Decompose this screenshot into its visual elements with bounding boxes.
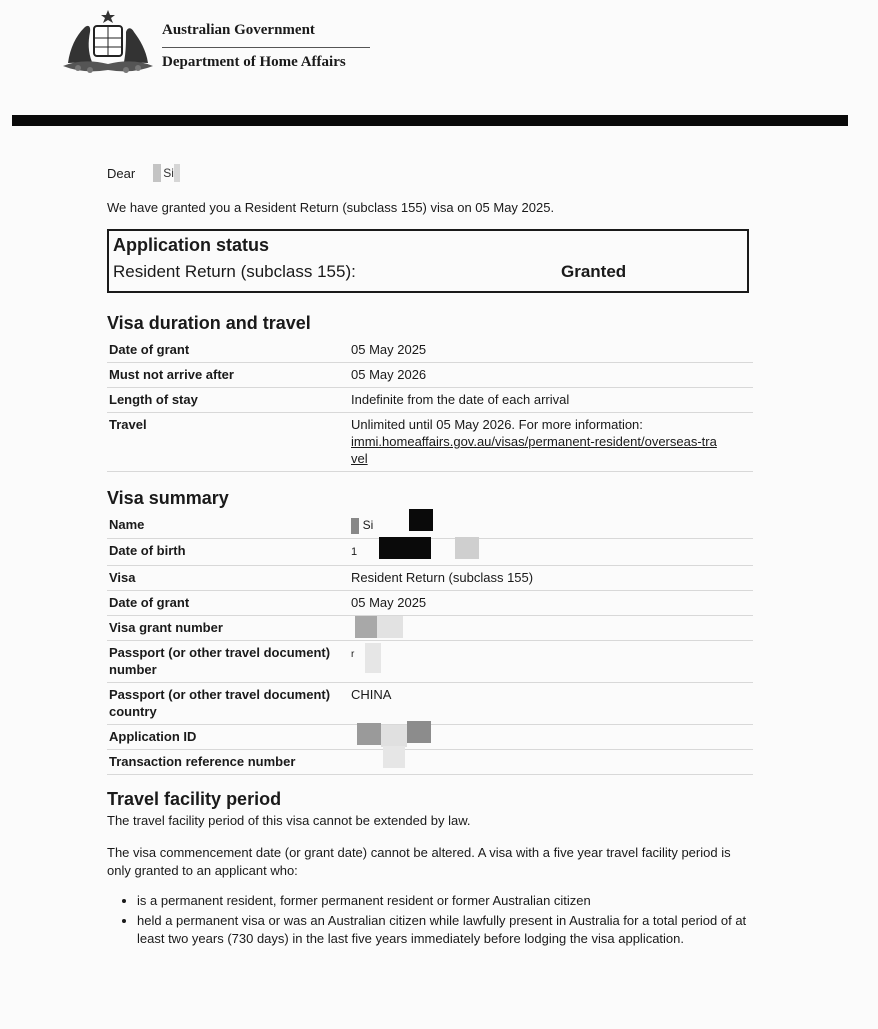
redacted-block: [383, 746, 405, 768]
table-row: [107, 566, 753, 591]
table-row: [107, 616, 753, 641]
name-value: Si: [362, 518, 374, 532]
dob-value: 1: [351, 546, 358, 558]
row-value: CHINA: [349, 683, 753, 725]
row-value: Indefinite from the date of each arrival: [349, 388, 753, 413]
status-visa-label: Resident Return (subclass 155):: [113, 262, 356, 281]
row-value: 05 May 2025: [349, 338, 753, 363]
table-row: [107, 725, 753, 750]
row-label: Date of birth: [107, 539, 349, 566]
overseas-travel-link[interactable]: immi.homeaffairs.gov.au/visas/permanent-resident/overseas-travel: [351, 434, 717, 466]
row-label: Application ID: [107, 725, 349, 750]
table-row: [107, 513, 753, 539]
visa-summary-table: [107, 513, 753, 775]
salutation: [107, 160, 757, 186]
table-row: [107, 539, 753, 566]
travel-facility-para-1: The travel facility period of this visa cannot be extended by law.: [107, 813, 471, 828]
government-name: Australian Government: [162, 22, 370, 48]
section-title-travel-facility: Travel facility period: [107, 789, 282, 809]
row-value: [349, 413, 753, 472]
travel-facility-para-2: The visa commencement date (or grant date) cannot be altered. A visa with a five year travel facility period is only granted to an applicant who:: [107, 845, 731, 878]
table-row: [107, 641, 753, 683]
row-value: [349, 641, 753, 683]
row-value: [349, 725, 753, 750]
coat-of-arms-icon: [58, 8, 158, 78]
row-label: Travel: [107, 413, 349, 472]
row-value: [349, 539, 753, 566]
redacted-block: [355, 616, 377, 638]
row-label: Visa: [107, 566, 349, 591]
letter-body: [107, 160, 757, 950]
row-label: Passport (or other travel document) number: [107, 641, 349, 683]
redacted-block: [377, 616, 403, 638]
row-label: Length of stay: [107, 388, 349, 413]
grant-intro: We have granted you a Resident Return (subclass 155) visa on 05 May 2025.: [107, 200, 555, 215]
status-row: [113, 262, 743, 282]
visa-duration-table: [107, 338, 753, 472]
travel-text: Unlimited until 05 May 2026. For more information:: [351, 417, 643, 432]
header-divider-bar: [12, 115, 848, 126]
redacted-block: [409, 509, 433, 531]
redacted-block: [407, 721, 431, 743]
row-value: 05 May 2025: [349, 591, 753, 616]
row-value: [349, 750, 753, 775]
government-branding: [162, 22, 370, 71]
application-status-box: [107, 229, 749, 293]
salutation-word: Dear: [107, 165, 136, 181]
status-value: Granted: [561, 262, 627, 281]
redacted-block: [365, 643, 381, 673]
table-row: [107, 363, 753, 388]
redacted-block: [357, 723, 381, 745]
table-row: [107, 750, 753, 775]
department-name: Department of Home Affairs: [162, 54, 346, 70]
row-label: Passport (or other travel document) country: [107, 683, 349, 725]
section-title-visa-summary: Visa summary: [107, 488, 229, 508]
section-title-visa-duration: Visa duration and travel: [107, 313, 311, 333]
eligibility-list: [107, 892, 752, 948]
row-value: 05 May 2026: [349, 363, 753, 388]
row-label: Visa grant number: [107, 616, 349, 641]
status-title: Application status: [113, 235, 270, 255]
row-label: Date of grant: [107, 591, 349, 616]
row-label: Transaction reference number: [107, 750, 349, 775]
row-value: [349, 513, 753, 539]
redacted-block: [351, 518, 359, 534]
list-item: • held a permanent visa or was an Australian citizen while lawfully present in Australia for a total period of at least two years (730 days) in the last five years immediately before lodging the visa application.: [137, 912, 752, 948]
redacted-block: [153, 164, 161, 182]
row-label: Name: [107, 513, 349, 539]
table-row: [107, 388, 753, 413]
row-label: Must not arrive after: [107, 363, 349, 388]
redacted-block: [455, 537, 479, 559]
salutation-name: Si: [163, 166, 174, 180]
table-row: [107, 683, 753, 725]
redacted-block: [379, 537, 431, 559]
row-value: Resident Return (subclass 155): [349, 566, 753, 591]
table-row: [107, 591, 753, 616]
row-label: Date of grant: [107, 338, 349, 363]
row-value: [349, 616, 753, 641]
table-row: [107, 413, 753, 472]
passport-number-value: r: [351, 649, 355, 660]
table-row: [107, 338, 753, 363]
redacted-block: [174, 164, 180, 182]
redacted-block: [381, 725, 407, 747]
list-item: • is a permanent resident, former permanent resident or former Australian citizen: [137, 892, 752, 910]
